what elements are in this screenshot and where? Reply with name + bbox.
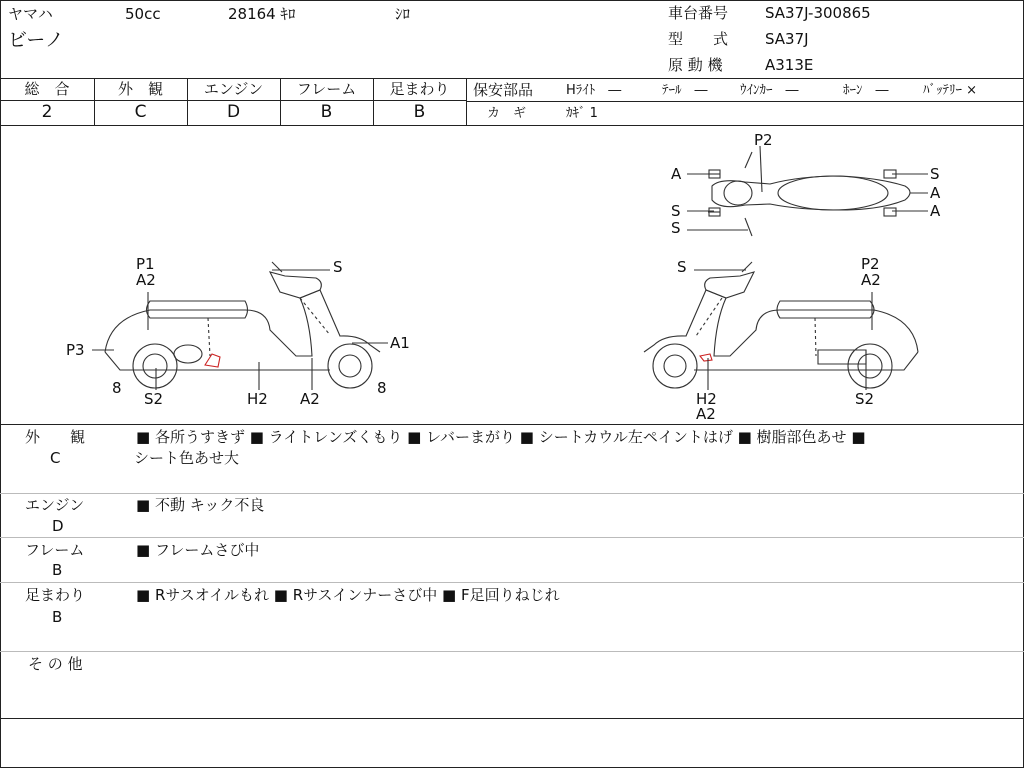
remark-label: 外 観: [25, 428, 86, 446]
label-left-a2: A2: [136, 271, 156, 289]
remark-grade: B: [52, 561, 63, 579]
grade-engine-label: エンジン: [203, 80, 264, 98]
label-top-s-left: S: [671, 202, 681, 220]
label-left-s2: S2: [144, 390, 164, 408]
mileage: 28164 ｷﾛ: [228, 5, 296, 23]
label-left-s: S: [333, 258, 343, 276]
remark-label: エンジン: [25, 496, 85, 514]
label-top-a-right1: A: [930, 184, 941, 202]
remark-label: 足まわり: [25, 586, 86, 604]
color: ｼﾛ: [395, 5, 411, 23]
grade-suspension-value: B: [413, 102, 426, 122]
safety-headlight: Hﾗｲﾄ ―: [566, 83, 622, 98]
label-left-h2: H2: [247, 390, 268, 408]
grade-exterior-label: 外 観: [117, 80, 163, 98]
remark-grade: B: [52, 608, 63, 626]
label-right-s2: S2: [855, 390, 875, 408]
frame-no: SA37J-300865: [765, 4, 871, 22]
label-top-p2: P2: [754, 131, 773, 149]
scooter-top-view: [687, 146, 928, 236]
divider: [0, 493, 1024, 494]
remark-label: フレーム: [25, 541, 85, 559]
safety-horn: ﾎｰﾝ ―: [843, 83, 889, 98]
frame-no-label: 車台番号: [668, 4, 729, 22]
label-left-p3: P3: [66, 341, 85, 359]
label-right-a2: A2: [861, 271, 881, 289]
engine-label: 原 動 機: [668, 56, 723, 74]
remark-label: そ の 他: [28, 655, 83, 673]
divider: [0, 651, 1024, 652]
label-left-p1: P1: [136, 255, 155, 273]
remark-text: ■ Rサスオイルもれ ■ Rサスインナーさび中 ■ F足回りねじれ: [136, 586, 560, 604]
grade-engine-value: D: [226, 102, 241, 122]
key-label: カ ギ: [487, 106, 527, 121]
safety-winker: ｳｲﾝｶｰ ―: [740, 83, 799, 98]
remark-text-line2: シート色あせ大: [134, 449, 240, 467]
safety-tail: ﾃｰﾙ ―: [662, 83, 708, 98]
label-top-a-left: A: [671, 165, 682, 183]
divider: [0, 582, 1024, 583]
grade-total-value: 2: [41, 102, 53, 122]
label-right-h2: H2: [696, 390, 717, 408]
engine-value: A313E: [765, 56, 814, 74]
remark-grade: D: [52, 517, 64, 535]
remark-text: ■ 不動 キック不良: [136, 496, 265, 514]
safety-battery: ﾊﾞｯﾃﾘｰ ×: [923, 83, 978, 98]
label-left-a2-bottom: A2: [300, 390, 320, 408]
grade-suspension-label: 足まわり: [389, 80, 450, 98]
label-top-a-right2: A: [930, 202, 941, 220]
grade-total-label: 総 合: [24, 80, 70, 98]
displacement: 50cc: [125, 5, 161, 23]
label-right-p2: P2: [861, 255, 880, 273]
divider: [0, 424, 1024, 425]
label-left-a1: A1: [390, 334, 410, 352]
remark-text: ■ 各所うすきず ■ ライトレンズくもり ■ レバーまがり ■ シートカウル左ペイントはげ ■ 樹脂部色あせ ■: [136, 428, 866, 446]
remark-grade: C: [50, 449, 61, 467]
type-label: 型 式: [668, 30, 729, 48]
grade-frame-label: フレーム: [296, 80, 357, 98]
label-top-s-bottom: S: [671, 219, 681, 237]
safety-title: 保安部品: [473, 81, 534, 99]
label-right-s: S: [677, 258, 687, 276]
grade-exterior-value: C: [134, 102, 147, 122]
label-left-8-rear: 8: [377, 379, 387, 397]
type-value: SA37J: [765, 30, 809, 48]
divider: [0, 537, 1024, 538]
grade-frame-value: B: [320, 102, 333, 122]
label-top-s-right: S: [930, 165, 940, 183]
label-right-a2-bottom: A2: [696, 405, 716, 423]
model-name: ビーノ: [8, 29, 64, 51]
remark-text: ■ フレームさび中: [136, 541, 260, 559]
divider: [0, 718, 1024, 719]
key-value: ｶｷﾞ 1: [566, 106, 598, 121]
maker: ヤマハ: [8, 5, 53, 23]
label-left-8-front: 8: [112, 379, 122, 397]
